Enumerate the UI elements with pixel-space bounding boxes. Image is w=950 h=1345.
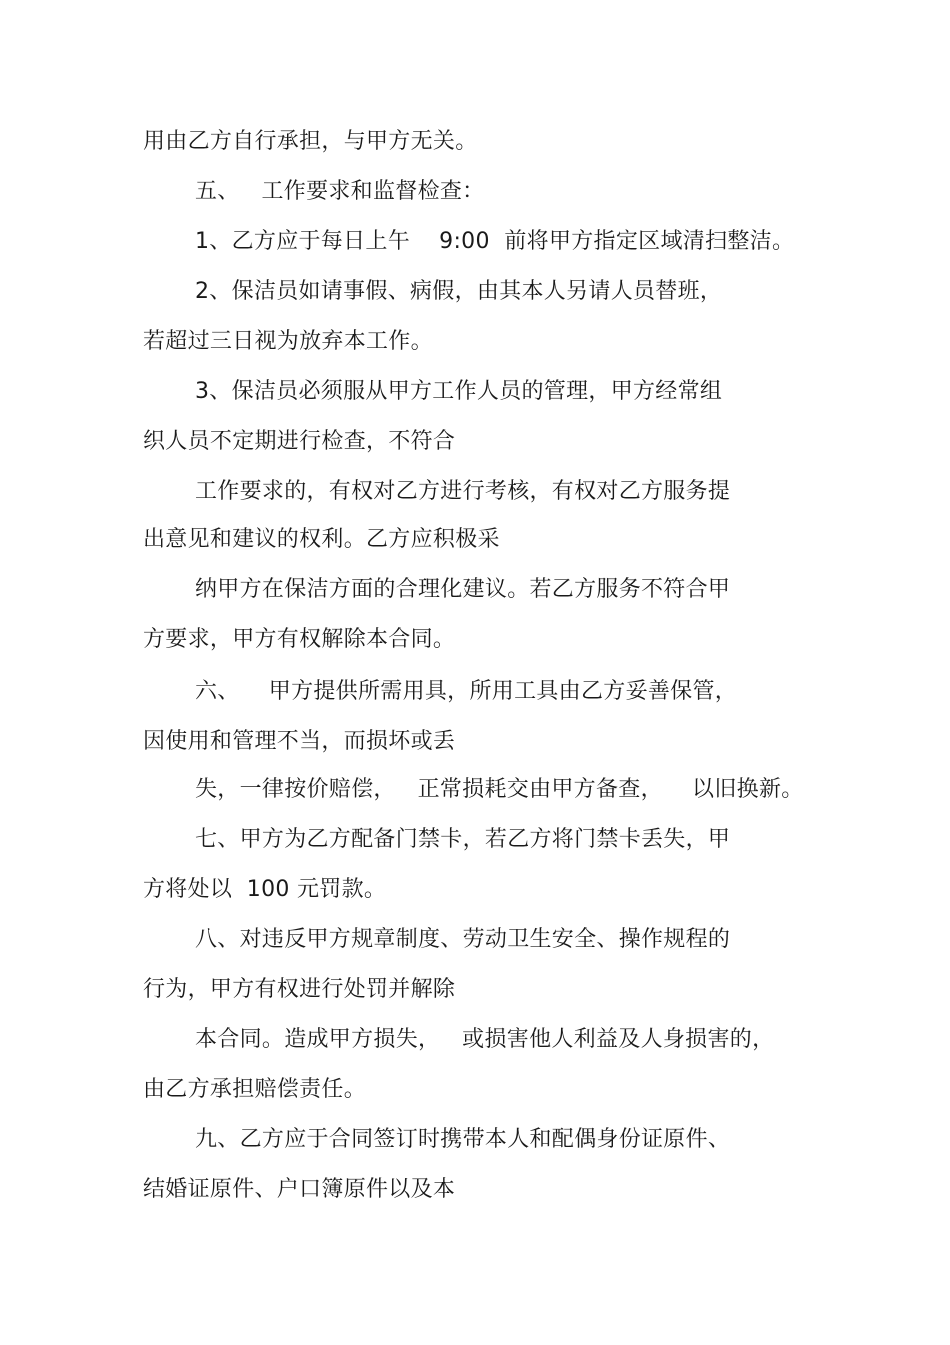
- text-line: 本合同。造成甲方损失， 或损害他人利益及人身损害的，: [195, 1027, 775, 1052]
- text-line: 用由乙方自行承担，与甲方无关。: [143, 129, 478, 154]
- section-heading: 七、甲方为乙方配备门禁卡，若乙方将门禁卡丢失，甲: [195, 827, 731, 852]
- text-line: 工作要求的，有权对乙方进行考核，有权对乙方服务提: [195, 479, 731, 504]
- text-line: 1、乙方应于每日上午 9:00 前将甲方指定区域清扫整洁。: [195, 229, 795, 254]
- text-line: 织人员不定期进行检查，不符合: [143, 429, 456, 454]
- text-line: 纳甲方在保洁方面的合理化建议。若乙方服务不符合甲: [195, 577, 731, 602]
- section-heading: 五、 工作要求和监督检查：: [195, 179, 485, 204]
- section-heading: 六、 甲方提供所需用具，所用工具由乙方妥善保管，: [195, 679, 738, 704]
- section-heading: 九、乙方应于合同签订时携带本人和配偶身份证原件、: [195, 1127, 731, 1152]
- text-line: 若超过三日视为放弃本工作。: [143, 329, 433, 354]
- text-line: 2、保洁员如请事假、病假，由其本人另请人员替班，: [195, 279, 723, 304]
- text-line: 失，一律按价赔偿， 正常损耗交由甲方备查， 以旧换新。: [195, 777, 804, 802]
- text-line: 由乙方承担赔偿责任。: [143, 1077, 367, 1102]
- text-line: 方要求，甲方有权解除本合同。: [143, 627, 456, 652]
- text-line: 结婚证原件、户口簿原件以及本: [143, 1177, 456, 1202]
- text-line: 3、保洁员必须服从甲方工作人员的管理，甲方经常组: [195, 379, 723, 404]
- section-heading: 八、对违反甲方规章制度、劳动卫生安全、操作规程的: [195, 927, 731, 952]
- text-line: 行为，甲方有权进行处罚并解除: [143, 977, 456, 1002]
- text-line: 出意见和建议的权利。乙方应积极采: [143, 527, 500, 552]
- text-line: 方将处以 100 元罚款。: [143, 877, 387, 902]
- text-line: 因使用和管理不当，而损坏或丢: [143, 729, 456, 754]
